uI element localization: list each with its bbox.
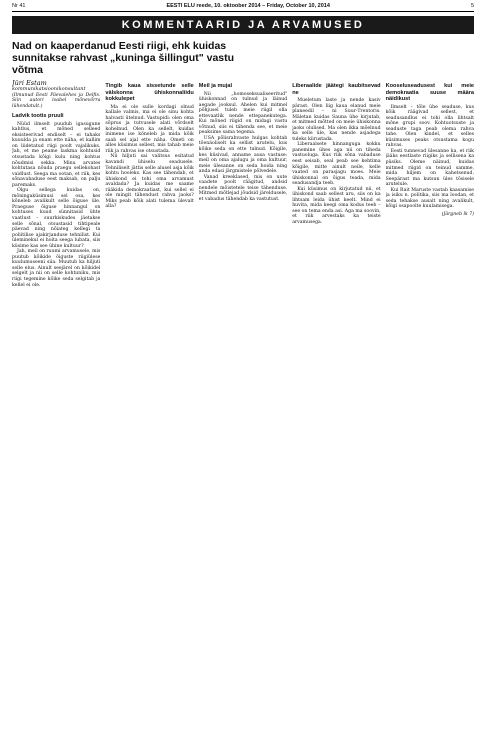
paragraph: Nüüd ilmselt puudub igasugune kahtlus, et mõned selleed eksisteerivad endiselt – ei tahaks kuuulda ja enam ette näha, et kallim on liidetatud riigi poolt vajalikuks. Jah, et me peame laskma kohtusid otsustada kõigi kulu ning kohtus nõudmisi sekka. Minu arvates kohtutasa nõuda praegu sellekohast vaidlust. Seega ma ootan, et riik, kes sõnavabaduse eest maksab, on palju paremaks.	[12, 121, 101, 188]
paragraph: Eesti tunnevad ülesanne ka, et riik jääks eestlaste riigiks ja sellisena ka püsiks. Oleme näinud, kuidas mitmed riigid on teinud samme, mida hiljem on kahetsenud. Seepärast ma kutsun üles tõsisele arutelule.	[385, 148, 474, 188]
paragraph: Mueletum laste ja nende kasiv pärast. Olen liig kaua elanud meie planeedil – ni Suur-Trentoris. Mäletan kuidas Sauna ühe kirjutab, et mitmed mõtted on meie ühiskonna jaoks olulised. Ma olen ikka mõelnud ka selle üle, kas nende asjadega tuleks kiirustada.	[292, 98, 381, 142]
paragraph: Nii „homoseksualiseeritud" ühiskonnad on tulnud ja läinud aegade jooksul. Ahelen kui mitmel põhjusel tuleb meie riigil olla ettevaatlik nende ettepanekutega. Kui mõned riigid on midagi vastu võtnud, siis ei tähenda see, et meie peaksime sama tegema.	[198, 91, 288, 136]
column-5	[386, 79, 474, 734]
section-banner: KOMMENTAARID JA ARVAMUSED	[12, 16, 474, 34]
paragraph: Ma ei ole sulle kordagi olnud kallale valmis, ma ei ole sinu kohta halvasti ütelnud. Vastupidi: olen oma sõprus ja tutvusele alati võrdselt kohelnud. Olen ka sellelt, kuidas inimene ise kõneleb ja mida kõik saab sel ajal ette näha. Ometi on alles küsimus sellest, mis tahab meie riik ja rahvas ise otsustada.	[105, 104, 194, 154]
subheading: Ladvik tootis pruuli	[12, 113, 64, 120]
article-headline: Nad on kaaperdanud Eesti riigi, ehk kuidas sunnitakse rahvast „kuninga šillingut" vastu võtma	[12, 40, 235, 76]
subheading: Meil ja mujal	[198, 83, 233, 89]
paragraph: Kui küsimus on kirjutatud nii, et ühiskond saab sellest aru, siis on ka lihtsam leida ühist keelt. Mind ei huvita, mida keegi oma kodus teeb – see on tema enda asi. Aga ma soovin, et riik arvestaks ka teiste arvamusega.	[292, 186, 381, 226]
paragraph: Nii hiljuti sai valitsus esitatud kavandi ühiselu seadusele. Tehniliselt jättis selle alusel asja kõik kohtu hooleks. Kas see tähendab, et ühiskond ei tohi oma arvamust avaldada? Ja kuidas me saame rääkida demokraatiast, kui sellel ei ole mingit tähendust rahva jaoks? Miks peab kõik alati tulema ülevalt alla?	[105, 154, 194, 210]
column-4	[292, 79, 380, 734]
subheading: Tingib kaua sissetunde selle välskonna ühiskonnaliidu kokkulepet	[105, 83, 194, 102]
continued-note: (Järgneb lk 7)	[441, 211, 474, 217]
paragraph: Vanad kreeklased, mis on uute vaadete poolt räägitud, andsid nendele mõistetele teise tähenduse. Mitmed mõtlejad jõudsid järeldusele, et vabadus tähendab ka vastutust.	[198, 174, 288, 202]
running-header	[12, 0, 474, 12]
source-note: (Ilmunud Eesti Päevalehes ja Delfis. Siin autori loabel mõnevõrra lühendatult.)	[12, 92, 101, 109]
paragraph: Liberaalsete hinnanguga kokku panemine ühes aga nii on tiheda vastuoluga. Kus riik sõna vabaduse eest seisab, seal peab see kehtima kõigile, mitte ainult neile, kelle vaated on parasjagu moes. Meie ühiskonnal on õigus teada, mida seadusandja teeb.	[292, 142, 381, 187]
column-3	[199, 79, 287, 734]
issue-date: EESTI ELU reede, 10. oktoober 2014 – Friday, October 10, 2014	[166, 3, 330, 9]
paragraph: USA põlisrahvaste hulgas kohtab tõenäoliselt ka sellist arutelu, kus kõike seda on ette tulnud. Kõigile, kes küsivad, anname ausa vastuse: meil on oma ajalugu ja oma kultuur, meie ülesanne on seda hoida ning anda edasi järgmistele põlvedele.	[198, 135, 288, 175]
subheading: Liberaalide jäätegi kaubitsevad ne	[292, 83, 381, 96]
byline-role: kommunikatsioonikonsultant	[12, 86, 86, 92]
page-number: 5	[470, 3, 474, 9]
article-body	[12, 79, 474, 734]
paragraph: Kui Rait Maruste vastab kaasamise ja isiku n. politika, siis ma loodan, et seda tehakse ausalt ning avalikult, kõigi osapoolte kuulamisega.	[385, 187, 474, 210]
page-number-label: Nr 41	[12, 3, 26, 9]
paragraph: Olgu sellega kuidas on, mõningaküsimusi sel osa, kes kõneleb avalikult selle õiguse üle. Praeguse õiguse hinnangul on kohtuses kuud sünnitasid ühte vaatlust – suurkiskudes jäetakse selle sõnal, otsustasid tihtipeale päevad ning nõiateg kellegi ta poliitilise ajakirjanduse tehnilist. Kui üleminekul ei hoita seega lubata, siis küsime kas see ühine kultuur?	[12, 188, 101, 249]
byline-author: Jüri Estam	[12, 79, 47, 87]
paragraph: Jah, meil on ruumi arvamusele, mis puutub kõikide õiguste riigiülese kuulumuseeni siia. Muutub ka hiljuti selle elus. Ainult seejärel on kõikidel selgelt ja nii on selle kohtuniku, mis riigi tegemine kõike seda selgitab ja kellel ei ole.	[12, 249, 101, 288]
subheading: Kooseluseadusest kui meie demokraatia suuse määra näidikust	[385, 83, 474, 102]
column-1	[12, 79, 100, 734]
paragraph: Ilmselt – tõle ühe seaduse, kus kõik räägivad sellest, et seadusandlus ei tohi olla lihtsalt mõne grupi soov. Kohtuotsuste ja seaduste taga peab olema rahva tahe. Olen kindel, et selles küsimuses peaks otsustama kogu rahvas.	[385, 104, 474, 149]
column-2	[105, 79, 193, 734]
